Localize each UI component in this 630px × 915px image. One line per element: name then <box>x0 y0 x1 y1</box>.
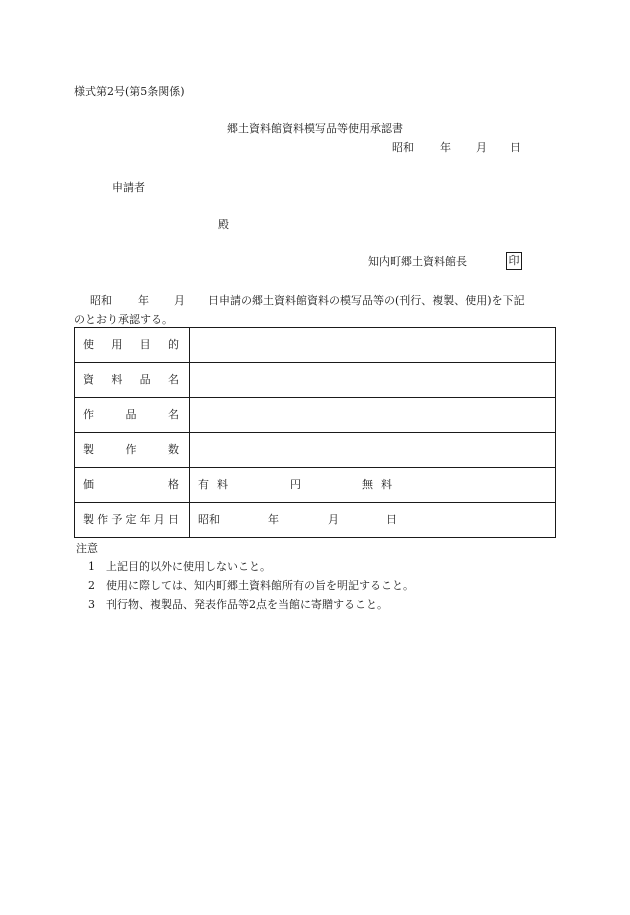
label-char: 用 <box>111 338 123 351</box>
note-text: 上記目的以外に使用しないこと。 <box>106 560 271 573</box>
date-year: 年 <box>440 141 451 154</box>
label-char: 数 <box>168 443 179 456</box>
table-row <box>75 433 556 468</box>
label-char: 作 <box>97 513 109 526</box>
row-label <box>75 363 190 398</box>
date-month: 月 <box>476 141 487 154</box>
label-char: 使 <box>83 338 94 351</box>
date-era: 昭和 <box>392 141 414 154</box>
field-item-name[interactable] <box>190 363 556 398</box>
label-char: 名 <box>167 373 179 386</box>
label-char: 製 <box>83 443 94 456</box>
label-purpose <box>75 328 189 362</box>
field-quantity[interactable] <box>190 433 556 468</box>
label-scheduled-date <box>75 503 189 537</box>
label-char: 価 <box>83 478 94 491</box>
price-yen: 円 <box>290 478 301 491</box>
notes-title: 注意 <box>76 542 98 555</box>
label-char: 品 <box>125 408 137 421</box>
price-free: 無料 <box>362 478 400 491</box>
label-char: 製 <box>83 513 94 526</box>
label-char: 格 <box>168 478 179 491</box>
row-label <box>75 503 190 538</box>
note-number: 1 <box>88 560 95 573</box>
label-char: 作 <box>83 408 94 421</box>
sched-month: 月 <box>328 513 339 526</box>
note-number: 2 <box>88 579 95 592</box>
note-text: 刊行物、複製品、発表作品等2点を当館に寄贈すること。 <box>106 598 388 611</box>
table-row <box>75 328 556 363</box>
label-char: 予 <box>111 513 123 526</box>
label-work-name <box>75 398 189 432</box>
label-char: 名 <box>168 408 179 421</box>
label-char: 月 <box>153 513 165 526</box>
label-price <box>75 468 189 502</box>
row-label <box>75 468 190 503</box>
sched-year: 年 <box>268 513 279 526</box>
note-item <box>88 579 414 593</box>
approval-month: 月 <box>174 294 185 307</box>
approval-text-rest: 日申請の郷土資料館資料の模写品等の(刊行、複製、使用)を下記 <box>208 294 525 307</box>
table-row <box>75 363 556 398</box>
table-row <box>75 398 556 433</box>
label-char: 料 <box>111 373 123 386</box>
seal-mark: 印 <box>506 252 522 270</box>
document-title: 郷土資料館資料模写品等使用承認書 <box>227 122 403 135</box>
label-char: 的 <box>167 338 179 351</box>
note-item <box>88 598 388 612</box>
form-number: 様式第2号(第5条関係) <box>74 85 185 98</box>
applicant-label: 申請者 <box>112 181 145 194</box>
label-char: 目 <box>139 338 151 351</box>
label-char: 資 <box>83 373 94 386</box>
honorific-dono: 殿 <box>218 218 229 231</box>
field-price[interactable] <box>190 468 556 503</box>
note-text: 使用に際しては、知内町郷土資料館所有の旨を明記すること。 <box>106 579 414 592</box>
date-day: 日 <box>510 141 521 154</box>
sched-day: 日 <box>386 513 397 526</box>
usage-form-table <box>74 327 556 538</box>
field-work-name[interactable] <box>190 398 556 433</box>
approval-era: 昭和 <box>90 294 112 307</box>
issuer-name: 知内町郷土資料館長 <box>368 255 467 268</box>
note-item <box>88 560 271 574</box>
label-char: 年 <box>139 513 151 526</box>
label-char: 日 <box>167 513 179 526</box>
note-number: 3 <box>88 598 95 611</box>
label-char: 作 <box>125 443 137 456</box>
table-row <box>75 503 556 538</box>
row-label <box>75 433 190 468</box>
label-quantity <box>75 433 189 467</box>
row-label <box>75 398 190 433</box>
label-char: 定 <box>125 513 137 526</box>
label-item-name <box>75 363 189 397</box>
field-purpose[interactable] <box>190 328 556 363</box>
row-label <box>75 328 190 363</box>
price-paid: 有料 <box>198 478 236 491</box>
table-row <box>75 468 556 503</box>
approval-year: 年 <box>138 294 149 307</box>
field-scheduled-date[interactable] <box>190 503 556 538</box>
sched-era: 昭和 <box>198 513 220 526</box>
label-char: 品 <box>139 373 151 386</box>
approval-text-line2: のとおり承認する。 <box>74 313 173 326</box>
